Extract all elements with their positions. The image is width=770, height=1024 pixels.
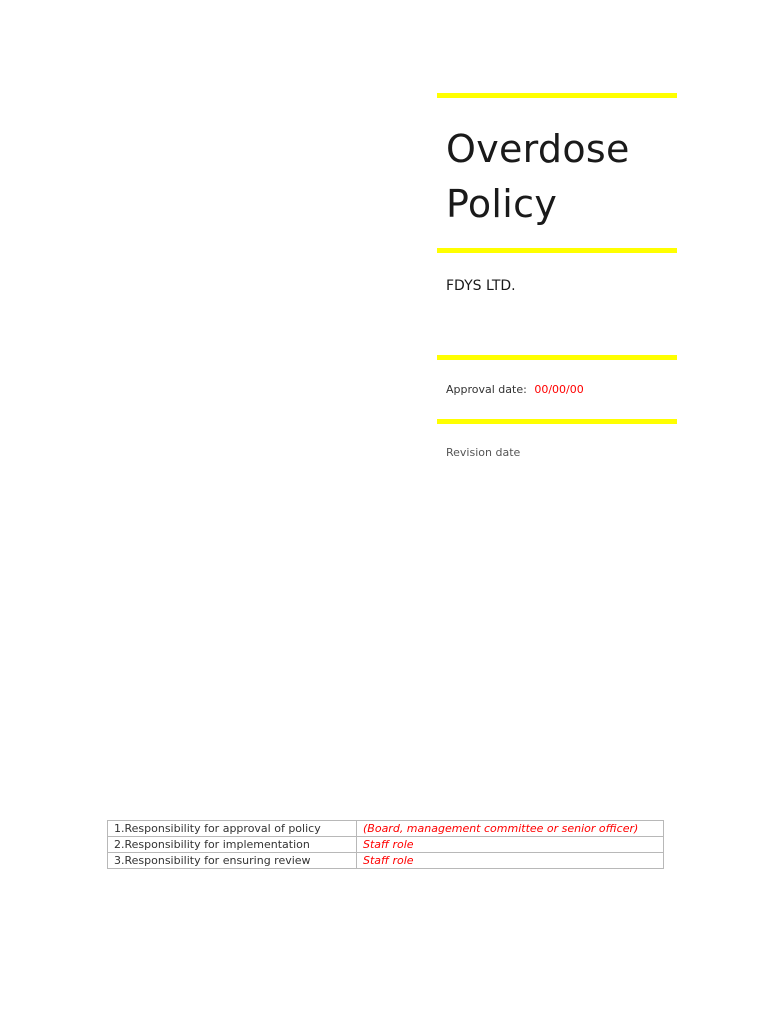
yellow-divider-after-title bbox=[437, 248, 677, 253]
table-row bbox=[108, 837, 664, 853]
document-title bbox=[446, 122, 676, 232]
table-row bbox=[108, 821, 664, 837]
approval-date-label: Approval date: bbox=[446, 383, 527, 396]
title-line: Policy bbox=[446, 182, 558, 226]
responsibility-label: 3.Responsibility for ensuring review bbox=[108, 853, 357, 869]
yellow-divider-top bbox=[437, 93, 677, 98]
responsibility-value: Staff role bbox=[357, 837, 664, 853]
approval-date-value: 00/00/00 bbox=[534, 383, 584, 396]
approval-date-line bbox=[446, 383, 584, 396]
responsibility-label: 1.Responsibility for approval of policy bbox=[108, 821, 357, 837]
responsibility-value: Staff role bbox=[357, 853, 664, 869]
yellow-divider-before-approval bbox=[437, 355, 677, 360]
table-row bbox=[108, 853, 664, 869]
responsibility-label: 2.Responsibility for implementation bbox=[108, 837, 357, 853]
title-line: Overdose bbox=[446, 127, 630, 171]
yellow-divider-after-approval bbox=[437, 419, 677, 424]
clipped-revision-text: Revision date bbox=[446, 446, 521, 459]
responsibility-table bbox=[107, 820, 664, 869]
organization-name: FDYS LTD. bbox=[446, 278, 516, 294]
responsibility-value: (Board, management committee or senior officer) bbox=[357, 821, 664, 837]
